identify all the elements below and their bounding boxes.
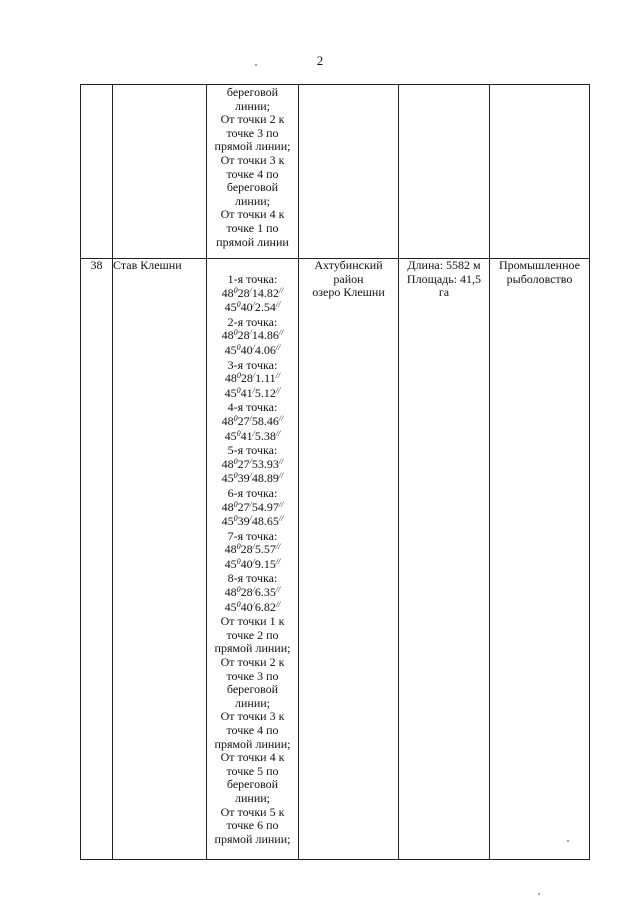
coordinate-value: 45 bbox=[224, 428, 237, 443]
longitude-line bbox=[207, 558, 298, 573]
coordinate-value: 5.57 bbox=[254, 542, 276, 557]
location-line: Ахтубинский bbox=[314, 258, 383, 272]
coordinate-value: 53.93 bbox=[251, 456, 279, 471]
coordinate-mark: // bbox=[278, 471, 284, 481]
coordinate-value: 48 bbox=[224, 371, 237, 386]
point-label: 4-я точка: bbox=[227, 400, 278, 415]
coordinate-mark: / bbox=[252, 542, 255, 552]
coordinate-value: 2.54 bbox=[254, 300, 276, 315]
boundary-text-line: береговой bbox=[226, 85, 279, 99]
coordinate-mark: 0 bbox=[233, 471, 238, 481]
table-row-continuation bbox=[81, 85, 590, 259]
coordinate-value: 28 bbox=[237, 328, 250, 343]
boundary-text-line: От точки 4 к bbox=[220, 207, 285, 222]
coordinate-mark: / bbox=[252, 585, 255, 595]
coordinate-value: 48 bbox=[221, 413, 234, 428]
coordinate-mark: / bbox=[249, 514, 252, 524]
coordinate-mark: / bbox=[249, 456, 252, 466]
longitude-line bbox=[207, 430, 298, 445]
coordinate-value: 27 bbox=[237, 499, 250, 514]
coordinate-value: 45 bbox=[224, 385, 237, 400]
point-label: 1-я точка: bbox=[227, 272, 278, 286]
boundary-text-line: точке 2 по bbox=[226, 627, 279, 642]
coordinate-mark: // bbox=[275, 428, 281, 438]
cell-site-name: Став Клешни bbox=[113, 259, 207, 860]
coordinate-value: 41 bbox=[240, 428, 253, 443]
boundary-text-line: От точки 1 к bbox=[220, 614, 285, 629]
latitude-line bbox=[207, 415, 298, 430]
coordinate-value: 41 bbox=[240, 385, 253, 400]
coordinate-value: 4.06 bbox=[254, 342, 276, 357]
coordinate-mark: 0 bbox=[233, 456, 238, 466]
coordinate-mark: 0 bbox=[233, 285, 238, 295]
coordinate-value: 40 bbox=[240, 599, 253, 614]
coordinate-value: 39 bbox=[237, 514, 250, 529]
boundary-text-line: прямой линии; bbox=[214, 641, 291, 656]
boundary-text-line: От точки 2 к bbox=[220, 112, 285, 127]
coordinate-mark: // bbox=[278, 328, 284, 338]
longitude-line bbox=[207, 301, 298, 316]
cell-number bbox=[81, 85, 113, 259]
latitude-line bbox=[207, 372, 298, 387]
coordinate-mark: / bbox=[249, 328, 252, 338]
boundary-text-line: От точки 3 к bbox=[220, 709, 285, 724]
point-label: 8-я точка: bbox=[227, 571, 278, 586]
coordinate-mark: 0 bbox=[236, 585, 241, 595]
cell-coordinates bbox=[207, 259, 299, 860]
size-line: Площадь: 41,5 bbox=[406, 271, 482, 286]
coordinate-value: 48.89 bbox=[251, 471, 279, 486]
location-line: озеро Клешни bbox=[312, 285, 385, 300]
boundary-text-line: прямой линии; bbox=[214, 831, 291, 846]
coordinate-value: 48 bbox=[221, 499, 234, 514]
coordinate-mark: // bbox=[275, 599, 281, 609]
coordinate-value: 5.38 bbox=[254, 428, 276, 443]
coordinate-mark: 0 bbox=[233, 499, 238, 509]
boundary-text-line: прямой линии bbox=[216, 234, 289, 249]
coordinate-value: 14.86 bbox=[251, 328, 279, 343]
cell-purpose bbox=[490, 85, 590, 259]
point-label: 2-я точка: bbox=[227, 314, 278, 329]
table-row-38 bbox=[81, 259, 590, 860]
coordinate-value: 5.12 bbox=[254, 385, 276, 400]
coordinate-value: 45 bbox=[224, 300, 237, 315]
location-line: район bbox=[333, 271, 364, 286]
scan-speck bbox=[255, 64, 257, 66]
coordinate-mark: 0 bbox=[233, 413, 238, 423]
boundary-text-line: прямой линии; bbox=[214, 139, 291, 154]
purpose-line: Промышленное bbox=[499, 258, 580, 272]
coordinate-mark: 0 bbox=[233, 328, 238, 338]
coordinate-mark: // bbox=[275, 585, 281, 595]
coordinate-value: 40 bbox=[240, 300, 253, 315]
coordinate-value: 58.46 bbox=[251, 413, 279, 428]
latitude-line bbox=[207, 543, 298, 558]
point-label: 5-я точка: bbox=[227, 443, 278, 458]
coordinate-mark: / bbox=[249, 499, 252, 509]
boundary-text-line: От точки 5 к bbox=[220, 804, 285, 819]
coordinate-mark: 0 bbox=[236, 385, 241, 395]
boundary-text-line: береговой bbox=[226, 180, 279, 195]
coordinate-value: 45 bbox=[224, 556, 237, 571]
coordinate-mark: // bbox=[275, 342, 281, 352]
cell-purpose bbox=[490, 259, 590, 860]
longitude-line bbox=[207, 387, 298, 402]
boundary-text-line: От точки 4 к bbox=[220, 750, 285, 765]
boundary-text-line: линии; bbox=[234, 98, 270, 113]
coordinate-mark: 0 bbox=[233, 514, 238, 524]
boundary-text-line: береговой bbox=[226, 777, 279, 792]
boundary-text-line: точке 1 по bbox=[226, 220, 279, 235]
coordinate-value: 39 bbox=[237, 471, 250, 486]
coordinate-value: 45 bbox=[224, 599, 237, 614]
point-label: 3-я точка: bbox=[227, 357, 278, 372]
cell-site-name bbox=[113, 85, 207, 259]
longitude-line bbox=[207, 472, 298, 487]
longitude-line bbox=[207, 344, 298, 359]
cell-size bbox=[399, 85, 490, 259]
coordinate-mark: // bbox=[275, 385, 281, 395]
coordinate-value: 6.82 bbox=[254, 599, 276, 614]
coordinate-mark: // bbox=[278, 499, 284, 509]
coordinate-value: 48 bbox=[221, 456, 234, 471]
coordinate-value: 48 bbox=[224, 542, 237, 557]
coordinate-mark: / bbox=[249, 471, 252, 481]
coordinate-value: 40 bbox=[240, 556, 253, 571]
scan-speck bbox=[538, 893, 540, 895]
coordinate-mark: // bbox=[275, 300, 281, 310]
coordinate-value: 40 bbox=[240, 342, 253, 357]
coordinate-value: 27 bbox=[237, 456, 250, 471]
point-label: 6-я точка: bbox=[227, 485, 278, 500]
boundary-text-line: точке 6 по bbox=[226, 818, 279, 833]
fishing-sites-table bbox=[80, 84, 590, 860]
coordinate-value: 54.97 bbox=[251, 499, 279, 514]
cell-location bbox=[299, 259, 399, 860]
coordinate-mark: / bbox=[252, 371, 256, 381]
coordinate-value: 14.82 bbox=[251, 285, 279, 300]
boundary-text-line: береговой bbox=[226, 682, 279, 697]
coordinate-mark: // bbox=[278, 514, 284, 524]
boundary-text-line: точке 5 по bbox=[226, 763, 279, 778]
latitude-line bbox=[207, 458, 298, 473]
coordinate-mark: // bbox=[275, 556, 281, 566]
coordinate-mark: 0 bbox=[236, 371, 241, 381]
coordinate-value: 1.11 bbox=[255, 371, 276, 386]
coordinate-mark: 0 bbox=[236, 342, 241, 352]
coordinate-mark: 0 bbox=[236, 300, 241, 310]
boundary-text-line: От точки 2 к bbox=[220, 655, 285, 670]
coordinate-value: 48.65 bbox=[251, 514, 279, 529]
boundary-text-line: От точки 3 к bbox=[220, 152, 285, 167]
coordinate-mark: // bbox=[278, 285, 284, 295]
longitude-line bbox=[207, 515, 298, 530]
coordinate-value: 9.15 bbox=[254, 556, 276, 571]
coordinate-mark: / bbox=[252, 556, 255, 566]
page-number: 2 bbox=[316, 53, 324, 68]
coordinate-mark: // bbox=[278, 456, 284, 466]
boundary-text-line: точке 4 по bbox=[226, 166, 279, 181]
longitude-line bbox=[207, 601, 298, 616]
coordinate-value: 45 bbox=[224, 342, 237, 357]
boundary-text-line: линии; bbox=[234, 790, 270, 805]
cell-location bbox=[299, 85, 399, 259]
coordinate-mark: / bbox=[252, 599, 255, 609]
coordinate-value: 6.35 bbox=[254, 585, 276, 600]
coordinate-value: 48 bbox=[224, 585, 237, 600]
cell-size bbox=[399, 259, 490, 860]
coordinate-value: 28 bbox=[240, 371, 253, 386]
coordinate-mark: 0 bbox=[236, 599, 241, 609]
coordinate-mark: 0 bbox=[236, 542, 241, 552]
latitude-line bbox=[207, 501, 298, 516]
latitude-line bbox=[207, 287, 298, 302]
coordinate-mark: 0 bbox=[236, 428, 241, 438]
purpose-line: рыболовство bbox=[506, 271, 573, 286]
coordinate-value: 45 bbox=[221, 514, 234, 529]
boundary-text-line: линии; bbox=[234, 193, 270, 208]
coordinate-mark: / bbox=[252, 385, 255, 395]
boundary-text-line: линии; bbox=[234, 695, 270, 710]
coordinate-mark: / bbox=[249, 413, 252, 423]
coordinate-value: 28 bbox=[240, 542, 253, 557]
boundary-text-line: точке 4 по bbox=[226, 723, 279, 737]
latitude-line bbox=[207, 586, 298, 601]
coordinate-mark: / bbox=[252, 300, 255, 310]
coordinate-mark: / bbox=[252, 428, 255, 438]
size-line: Длина: 5582 м bbox=[407, 258, 481, 272]
scan-speck bbox=[567, 840, 569, 842]
coordinate-value: 45 bbox=[221, 471, 234, 486]
coordinate-value: 28 bbox=[240, 585, 253, 600]
boundary-text-line: точке 3 по bbox=[226, 668, 279, 683]
boundary-text-line: прямой линии; bbox=[214, 736, 291, 751]
size-line: га bbox=[438, 285, 450, 300]
cell-coordinates bbox=[207, 85, 299, 259]
coordinate-mark: 0 bbox=[236, 556, 241, 566]
coordinate-value: 48 bbox=[221, 328, 234, 343]
coordinate-mark: // bbox=[275, 371, 281, 381]
latitude-line bbox=[207, 329, 298, 344]
coordinate-value: 48 bbox=[221, 285, 234, 300]
coordinate-value: 28 bbox=[237, 285, 250, 300]
coordinate-mark: // bbox=[275, 542, 281, 552]
cell-number: 38 bbox=[81, 259, 113, 860]
boundary-text-line: точке 3 по bbox=[226, 125, 279, 140]
coordinate-mark: / bbox=[252, 342, 255, 352]
coordinate-value: 27 bbox=[237, 413, 250, 428]
coordinate-mark: / bbox=[249, 285, 252, 295]
point-label: 7-я точка: bbox=[227, 528, 278, 543]
coordinate-mark: // bbox=[278, 413, 284, 423]
